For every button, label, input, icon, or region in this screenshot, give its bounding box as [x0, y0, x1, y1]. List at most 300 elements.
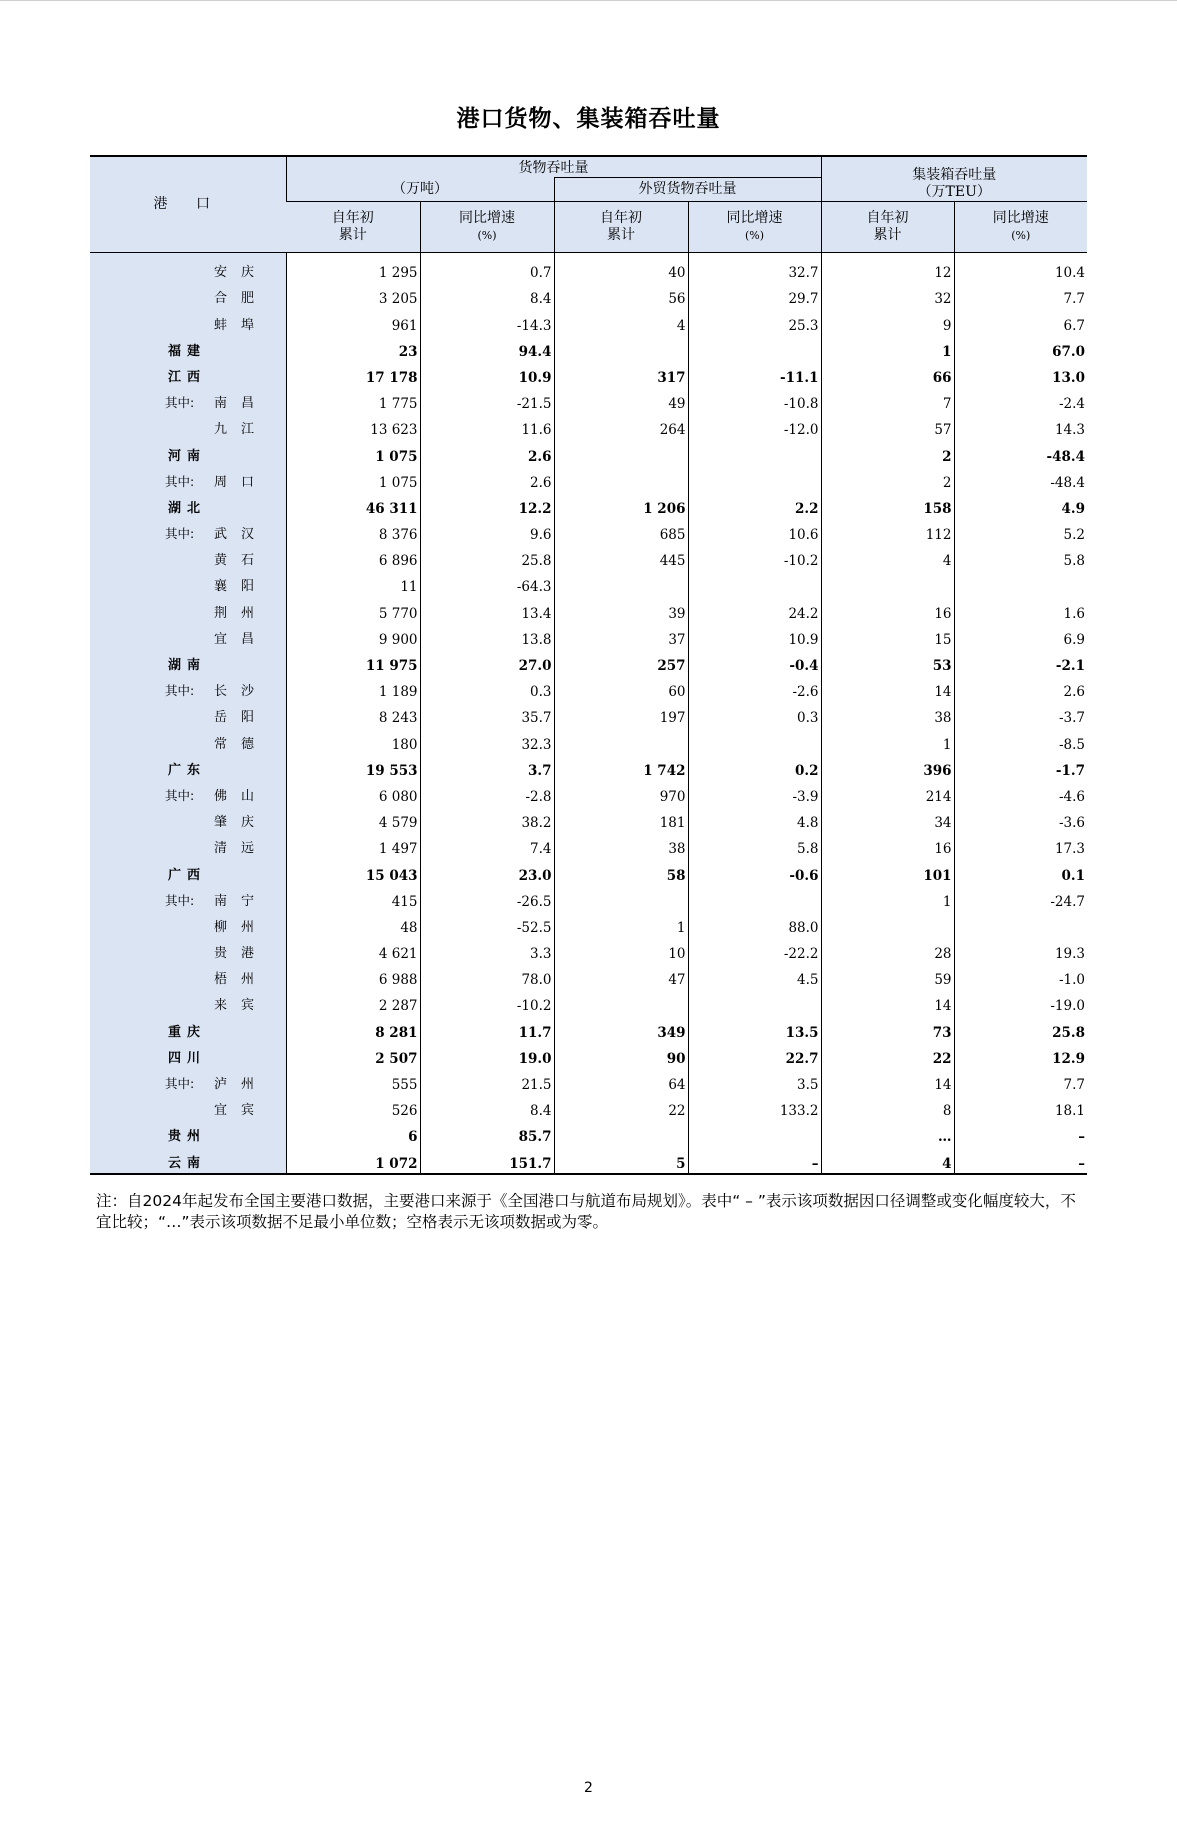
foreign-yoy-cell: 2.2: [688, 492, 821, 518]
container-ytd-cell: 1: [821, 727, 954, 753]
foreign-yoy-cell: [688, 885, 821, 911]
page-number: 2: [584, 1780, 593, 1796]
port-name-cell: [90, 989, 286, 1015]
foreign-yoy-cell: 22.7: [688, 1042, 821, 1068]
port-name-cell: [90, 361, 286, 387]
foreign-ytd-cell: 39: [554, 596, 688, 622]
foreign-yoy-cell: 133.2: [688, 1094, 821, 1120]
cargo-yoy-cell: 0.7: [420, 253, 554, 283]
port-row: [90, 623, 1087, 649]
province-row: [90, 1042, 1087, 1068]
foreign-yoy-cell: 3.5: [688, 1068, 821, 1094]
foreign-yoy-cell: 4.5: [688, 963, 821, 989]
port-name: 武汉: [214, 527, 269, 543]
port-prefix: 其中:: [165, 1076, 195, 1091]
foreign-yoy-cell: 0.2: [688, 754, 821, 780]
port-row: [90, 413, 1087, 439]
cargo-yoy-cell: -2.8: [420, 780, 554, 806]
foreign-yoy-cell: 13.5: [688, 1015, 821, 1041]
cargo-ytd-cell: 1 295: [286, 253, 420, 283]
cargo-ytd-cell: 17 178: [286, 361, 420, 387]
foreign-ytd-cell: 445: [554, 544, 688, 570]
foreign-ytd-cell: 58: [554, 858, 688, 884]
footnote: 注：自2024年起发布全国主要港口数据，主要港口来源于《全国港口与航道布局规划》。表中“ – ”表示该项数据因口径调整或变化幅度较大，不宜比较；“…”表示该项数据不足最小单位数；空格表示无该项数据或为零。: [96, 1192, 1076, 1231]
foreign-ytd-cell: 257: [554, 649, 688, 675]
foreign-ytd-cell: 90: [554, 1042, 688, 1068]
cargo-ytd-header: [286, 202, 420, 253]
port-row: [90, 832, 1087, 858]
container-yoy-cell: 18.1: [954, 1094, 1087, 1120]
container-yoy-cell: 7.7: [954, 282, 1087, 308]
foreign-ytd-cell: 47: [554, 963, 688, 989]
cargo-unit-header: [286, 178, 554, 202]
container-yoy-cell: 6.9: [954, 623, 1087, 649]
yoy-label: 同比增速: [992, 210, 1049, 226]
foreign-ytd-cell: 1 742: [554, 754, 688, 780]
cargo-ytd-cell: 1 775: [286, 387, 420, 413]
container-yoy-cell: 7.7: [954, 1068, 1087, 1094]
port-name-cell: [90, 596, 286, 622]
foreign-ytd-cell: 1: [554, 911, 688, 937]
cargo-ytd-cell: 13 623: [286, 413, 420, 439]
port-row: [90, 544, 1087, 570]
foreign-ytd-cell: 38: [554, 832, 688, 858]
port-name: 泸州: [214, 1077, 269, 1092]
container-yoy-cell: -24.7: [954, 885, 1087, 911]
foreign-ytd-cell: 317: [554, 361, 688, 387]
province-row: [90, 754, 1087, 780]
foreign-trade-header: 外贸货物吞吐量: [554, 178, 821, 202]
cargo-yoy-cell: 23.0: [420, 858, 554, 884]
port-name-cell: [90, 518, 286, 544]
port-name: 福建: [168, 343, 207, 359]
port-row: [90, 963, 1087, 989]
container-ytd-cell: [821, 570, 954, 596]
foreign-ytd-cell: 22: [554, 1094, 688, 1120]
cargo-ytd-cell: 6 080: [286, 780, 420, 806]
province-row: [90, 1146, 1087, 1173]
cargo-yoy-cell: 2.6: [420, 466, 554, 492]
port-name: 清远: [214, 841, 269, 857]
cargo-ytd-cell: 1 072: [286, 1146, 420, 1173]
cargo-ytd-cell: 5 770: [286, 596, 420, 622]
port-name: 河南: [168, 448, 207, 464]
port-name-cell: [90, 885, 286, 911]
port-name: 宜昌: [214, 631, 269, 647]
port-row: [90, 387, 1087, 413]
port-prefix: 其中:: [165, 787, 195, 803]
port-name: 云南: [168, 1155, 207, 1171]
container-ytd-cell: 7: [821, 387, 954, 413]
percent-label: (%): [477, 229, 497, 242]
cargo-ytd-cell: 1 189: [286, 675, 420, 701]
cargo-ytd-cell: 8 281: [286, 1015, 420, 1041]
port-row: [90, 596, 1087, 622]
ytd-label: 自年初: [331, 210, 374, 226]
cargo-throughput-header: [286, 156, 821, 178]
foreign-yoy-cell: 10.9: [688, 623, 821, 649]
port-name-cell: [90, 858, 286, 884]
port-name: 襄阳: [214, 579, 269, 595]
foreign-ytd-cell: 5: [554, 1146, 688, 1173]
port-name-cell: [90, 675, 286, 701]
cargo-yoy-cell: 2.6: [420, 439, 554, 465]
port-row: [90, 989, 1087, 1015]
container-ytd-cell: 57: [821, 413, 954, 439]
cargo-ytd-cell: 48: [286, 911, 420, 937]
cargo-ytd-cell: 46 311: [286, 492, 420, 518]
container-ytd-cell: 396: [821, 754, 954, 780]
cargo-yoy-header: [420, 202, 554, 253]
foreign-ytd-cell: 64: [554, 1068, 688, 1094]
cargo-yoy-cell: -14.3: [420, 308, 554, 334]
port-row: [90, 518, 1087, 544]
cargo-ytd-cell: 2 287: [286, 989, 420, 1015]
foreign-ytd-header: [554, 202, 688, 253]
foreign-yoy-cell: 5.8: [688, 832, 821, 858]
foreign-yoy-cell: -11.1: [688, 361, 821, 387]
cargo-ytd-cell: 2 507: [286, 1042, 420, 1068]
port-name: 安庆: [214, 265, 269, 281]
cargo-yoy-cell: 9.6: [420, 518, 554, 544]
foreign-yoy-cell: 24.2: [688, 596, 821, 622]
container-yoy-cell: -4.6: [954, 780, 1087, 806]
container-unit: （万TEU）: [917, 184, 991, 200]
container-yoy-cell: 25.8: [954, 1015, 1087, 1041]
port-name: 柳州: [214, 919, 269, 935]
cargo-yoy-cell: 38.2: [420, 806, 554, 832]
container-ytd-cell: 28: [821, 937, 954, 963]
cargo-yoy-cell: 8.4: [420, 1094, 554, 1120]
container-yoy-cell: –: [954, 1146, 1087, 1173]
port-name-cell: [90, 754, 286, 780]
cargo-yoy-cell: -64.3: [420, 570, 554, 596]
port-name-cell: [90, 806, 286, 832]
province-row: [90, 361, 1087, 387]
port-name: 梧州: [214, 972, 269, 988]
foreign-yoy-cell: 25.3: [688, 308, 821, 334]
foreign-yoy-cell: 32.7: [688, 253, 821, 283]
port-name-cell: [90, 492, 286, 518]
port-row: [90, 911, 1087, 937]
port-name: 江西: [168, 369, 207, 385]
port-name-cell: [90, 649, 286, 675]
province-row: [90, 335, 1087, 361]
province-row: [90, 439, 1087, 465]
foreign-yoy-cell: 10.6: [688, 518, 821, 544]
foreign-yoy-cell: [688, 466, 821, 492]
port-name-cell: [90, 308, 286, 334]
port-name-cell: [90, 727, 286, 753]
container-yoy-cell: 4.9: [954, 492, 1087, 518]
cargo-yoy-cell: 13.4: [420, 596, 554, 622]
ytd-label: 自年初: [600, 210, 642, 226]
container-ytd-cell: 16: [821, 596, 954, 622]
top-rule: [0, 0, 1177, 1]
cargo-yoy-cell: -52.5: [420, 911, 554, 937]
foreign-yoy-cell: 4.8: [688, 806, 821, 832]
foreign-yoy-cell: –: [688, 1146, 821, 1173]
foreign-ytd-cell: [554, 335, 688, 361]
foreign-yoy-cell: -2.6: [688, 675, 821, 701]
port-name-cell: [90, 911, 286, 937]
port-name: 贵州: [168, 1129, 207, 1145]
table-body: [90, 253, 1087, 1174]
foreign-ytd-cell: 349: [554, 1015, 688, 1041]
container-yoy-cell: -48.4: [954, 466, 1087, 492]
container-yoy-cell: -3.7: [954, 701, 1087, 727]
cargo-ytd-cell: 4 579: [286, 806, 420, 832]
cumulative-label: 累计: [873, 227, 902, 243]
foreign-ytd-cell: 60: [554, 675, 688, 701]
province-row: [90, 1120, 1087, 1146]
port-name-cell: [90, 570, 286, 596]
port-row: [90, 466, 1087, 492]
cargo-yoy-cell: -26.5: [420, 885, 554, 911]
cargo-yoy-cell: 19.0: [420, 1042, 554, 1068]
cargo-title: 货物吞吐量: [518, 160, 589, 176]
cargo-yoy-cell: 0.3: [420, 675, 554, 701]
container-yoy-cell: 67.0: [954, 335, 1087, 361]
container-yoy-cell: [954, 911, 1087, 937]
container-yoy-cell: 14.3: [954, 413, 1087, 439]
port-prefix: 其中:: [165, 892, 195, 908]
port-name-cell: [90, 282, 286, 308]
port-row: [90, 701, 1087, 727]
port-name: 来宾: [214, 998, 269, 1014]
cargo-ytd-cell: 555: [286, 1068, 420, 1094]
port-name: 九江: [214, 422, 269, 438]
container-ytd-cell: 59: [821, 963, 954, 989]
foreign-yoy-cell: [688, 570, 821, 596]
container-ytd-cell: 101: [821, 858, 954, 884]
container-ytd-cell: [821, 911, 954, 937]
foreign-ytd-cell: 197: [554, 701, 688, 727]
port-name: 蚌埠: [214, 317, 269, 333]
port-name-cell: [90, 387, 286, 413]
container-yoy-cell: [954, 570, 1087, 596]
cargo-yoy-cell: 151.7: [420, 1146, 554, 1173]
port-prefix: 其中:: [165, 683, 195, 699]
cargo-ytd-cell: 9 900: [286, 623, 420, 649]
container-title: 集装箱吞吐量: [912, 167, 997, 183]
cargo-yoy-cell: 3.3: [420, 937, 554, 963]
cargo-unit: （万吨）: [392, 180, 448, 197]
port-name: 黄石: [214, 553, 269, 569]
port-name-cell: [90, 466, 286, 492]
port-name: 常德: [214, 736, 269, 752]
container-ytd-cell: …: [821, 1120, 954, 1146]
cargo-yoy-cell: 27.0: [420, 649, 554, 675]
container-ytd-cell: 73: [821, 1015, 954, 1041]
cargo-yoy-cell: 3.7: [420, 754, 554, 780]
port-name-cell: [90, 832, 286, 858]
foreign-yoy-cell: [688, 335, 821, 361]
foreign-yoy-cell: -10.2: [688, 544, 821, 570]
container-ytd-cell: 2: [821, 439, 954, 465]
port-prefix: 其中:: [165, 473, 195, 489]
port-name-cell: [90, 937, 286, 963]
container-yoy-cell: 13.0: [954, 361, 1087, 387]
province-row: [90, 1015, 1087, 1041]
port-name-cell: [90, 963, 286, 989]
foreign-ytd-cell: [554, 570, 688, 596]
cargo-ytd-cell: 4 621: [286, 937, 420, 963]
foreign-ytd-cell: 1 206: [554, 492, 688, 518]
province-row: [90, 492, 1087, 518]
foreign-ytd-cell: 56: [554, 282, 688, 308]
container-yoy-cell: –: [954, 1120, 1087, 1146]
port-row: [90, 282, 1087, 308]
container-ytd-cell: 8: [821, 1094, 954, 1120]
cargo-ytd-cell: 11: [286, 570, 420, 596]
container-yoy-cell: 19.3: [954, 937, 1087, 963]
port-name: 岳阳: [214, 710, 269, 726]
foreign-ytd-cell: 10: [554, 937, 688, 963]
port-name: 广西: [168, 867, 207, 883]
yoy-label: 同比增速: [726, 210, 783, 226]
province-row: [90, 649, 1087, 675]
port-row: [90, 1094, 1087, 1120]
container-yoy-cell: 6.7: [954, 308, 1087, 334]
cargo-yoy-cell: -21.5: [420, 387, 554, 413]
port-name: 贵港: [214, 946, 269, 962]
container-ytd-cell: 1: [821, 885, 954, 911]
container-yoy-cell: -3.6: [954, 806, 1087, 832]
container-ytd-cell: 53: [821, 649, 954, 675]
port-name-cell: [90, 1015, 286, 1041]
container-yoy-cell: -19.0: [954, 989, 1087, 1015]
foreign-ytd-cell: 264: [554, 413, 688, 439]
cargo-ytd-cell: 526: [286, 1094, 420, 1120]
container-yoy-cell: -48.4: [954, 439, 1087, 465]
container-ytd-cell: 112: [821, 518, 954, 544]
cargo-ytd-cell: 6 896: [286, 544, 420, 570]
foreign-ytd-cell: 37: [554, 623, 688, 649]
cargo-yoy-cell: 25.8: [420, 544, 554, 570]
container-yoy-cell: -2.1: [954, 649, 1087, 675]
container-yoy-cell: -1.0: [954, 963, 1087, 989]
container-yoy-cell: 5.2: [954, 518, 1087, 544]
table-header: [90, 156, 1087, 253]
port-name: 合肥: [214, 291, 269, 307]
ytd-label: 自年初: [866, 210, 909, 226]
foreign-ytd-cell: 40: [554, 253, 688, 283]
cargo-yoy-cell: 32.3: [420, 727, 554, 753]
container-ytd-cell: 9: [821, 308, 954, 334]
port-name: 长沙: [214, 684, 269, 700]
container-yoy-cell: -1.7: [954, 754, 1087, 780]
cargo-yoy-cell: 11.6: [420, 413, 554, 439]
port-row: [90, 675, 1087, 701]
foreign-yoy-cell: [688, 727, 821, 753]
yoy-label: 同比增速: [459, 210, 515, 226]
port-name: 南昌: [214, 396, 269, 412]
container-ytd-cell: 34: [821, 806, 954, 832]
foreign-yoy-cell: -22.2: [688, 937, 821, 963]
container-yoy-cell: 1.6: [954, 596, 1087, 622]
foreign-yoy-cell: [688, 439, 821, 465]
cargo-ytd-cell: 415: [286, 885, 420, 911]
container-yoy-cell: 17.3: [954, 832, 1087, 858]
foreign-yoy-cell: -3.9: [688, 780, 821, 806]
cargo-ytd-cell: 1 497: [286, 832, 420, 858]
cargo-yoy-cell: 35.7: [420, 701, 554, 727]
cargo-ytd-cell: 23: [286, 335, 420, 361]
container-ytd-cell: 66: [821, 361, 954, 387]
cargo-ytd-cell: 180: [286, 727, 420, 753]
port-throughput-table: [90, 155, 1087, 1175]
container-ytd-cell: 1: [821, 335, 954, 361]
container-yoy-cell: 2.6: [954, 675, 1087, 701]
foreign-yoy-cell: 0.3: [688, 701, 821, 727]
cargo-ytd-cell: 6 988: [286, 963, 420, 989]
port-name: 荆州: [214, 605, 269, 621]
cargo-yoy-cell: 78.0: [420, 963, 554, 989]
container-yoy-cell: 12.9: [954, 1042, 1087, 1068]
container-yoy-cell: -2.4: [954, 387, 1087, 413]
port-row: [90, 727, 1087, 753]
container-ytd-cell: 2: [821, 466, 954, 492]
container-yoy-header: [954, 202, 1087, 253]
foreign-yoy-cell: -12.0: [688, 413, 821, 439]
port-name: 四川: [168, 1050, 207, 1066]
container-yoy-cell: 10.4: [954, 253, 1087, 283]
container-ytd-cell: 14: [821, 675, 954, 701]
port-name-cell: [90, 701, 286, 727]
container-ytd-cell: 16: [821, 832, 954, 858]
foreign-ytd-cell: [554, 439, 688, 465]
cargo-yoy-cell: 7.4: [420, 832, 554, 858]
foreign-ytd-cell: 970: [554, 780, 688, 806]
port-row: [90, 253, 1087, 283]
port-prefix: 其中:: [165, 526, 195, 542]
foreign-ytd-cell: 181: [554, 806, 688, 832]
container-yoy-cell: 5.8: [954, 544, 1087, 570]
cargo-ytd-cell: 8 243: [286, 701, 420, 727]
foreign-yoy-cell: [688, 989, 821, 1015]
foreign-yoy-cell: 29.7: [688, 282, 821, 308]
container-ytd-cell: 214: [821, 780, 954, 806]
foreign-ytd-cell: [554, 727, 688, 753]
port-name: 宜宾: [214, 1103, 269, 1119]
container-ytd-cell: 22: [821, 1042, 954, 1068]
port-name-cell: [90, 780, 286, 806]
foreign-ytd-cell: 4: [554, 308, 688, 334]
port-name-cell: [90, 1042, 286, 1068]
port-name-cell: [90, 1068, 286, 1094]
foreign-ytd-cell: [554, 989, 688, 1015]
foreign-yoy-cell: 88.0: [688, 911, 821, 937]
cargo-yoy-cell: 11.7: [420, 1015, 554, 1041]
foreign-ytd-cell: [554, 885, 688, 911]
port-name: 肇庆: [214, 815, 269, 831]
province-row: [90, 858, 1087, 884]
cargo-ytd-cell: 1 075: [286, 466, 420, 492]
port-name-cell: [90, 544, 286, 570]
page-title: 港口货物、集装箱吞吐量: [456, 106, 721, 132]
container-throughput-header: [821, 156, 1087, 202]
cumulative-label: 累计: [338, 227, 367, 243]
port-name: 广东: [168, 762, 207, 778]
port-name-cell: [90, 623, 286, 649]
cargo-ytd-cell: 15 043: [286, 858, 420, 884]
port-row: [90, 885, 1087, 911]
cargo-ytd-cell: 8 376: [286, 518, 420, 544]
port-name: 周口: [214, 474, 269, 490]
port-name: 重庆: [168, 1024, 207, 1040]
cargo-yoy-cell: 94.4: [420, 335, 554, 361]
